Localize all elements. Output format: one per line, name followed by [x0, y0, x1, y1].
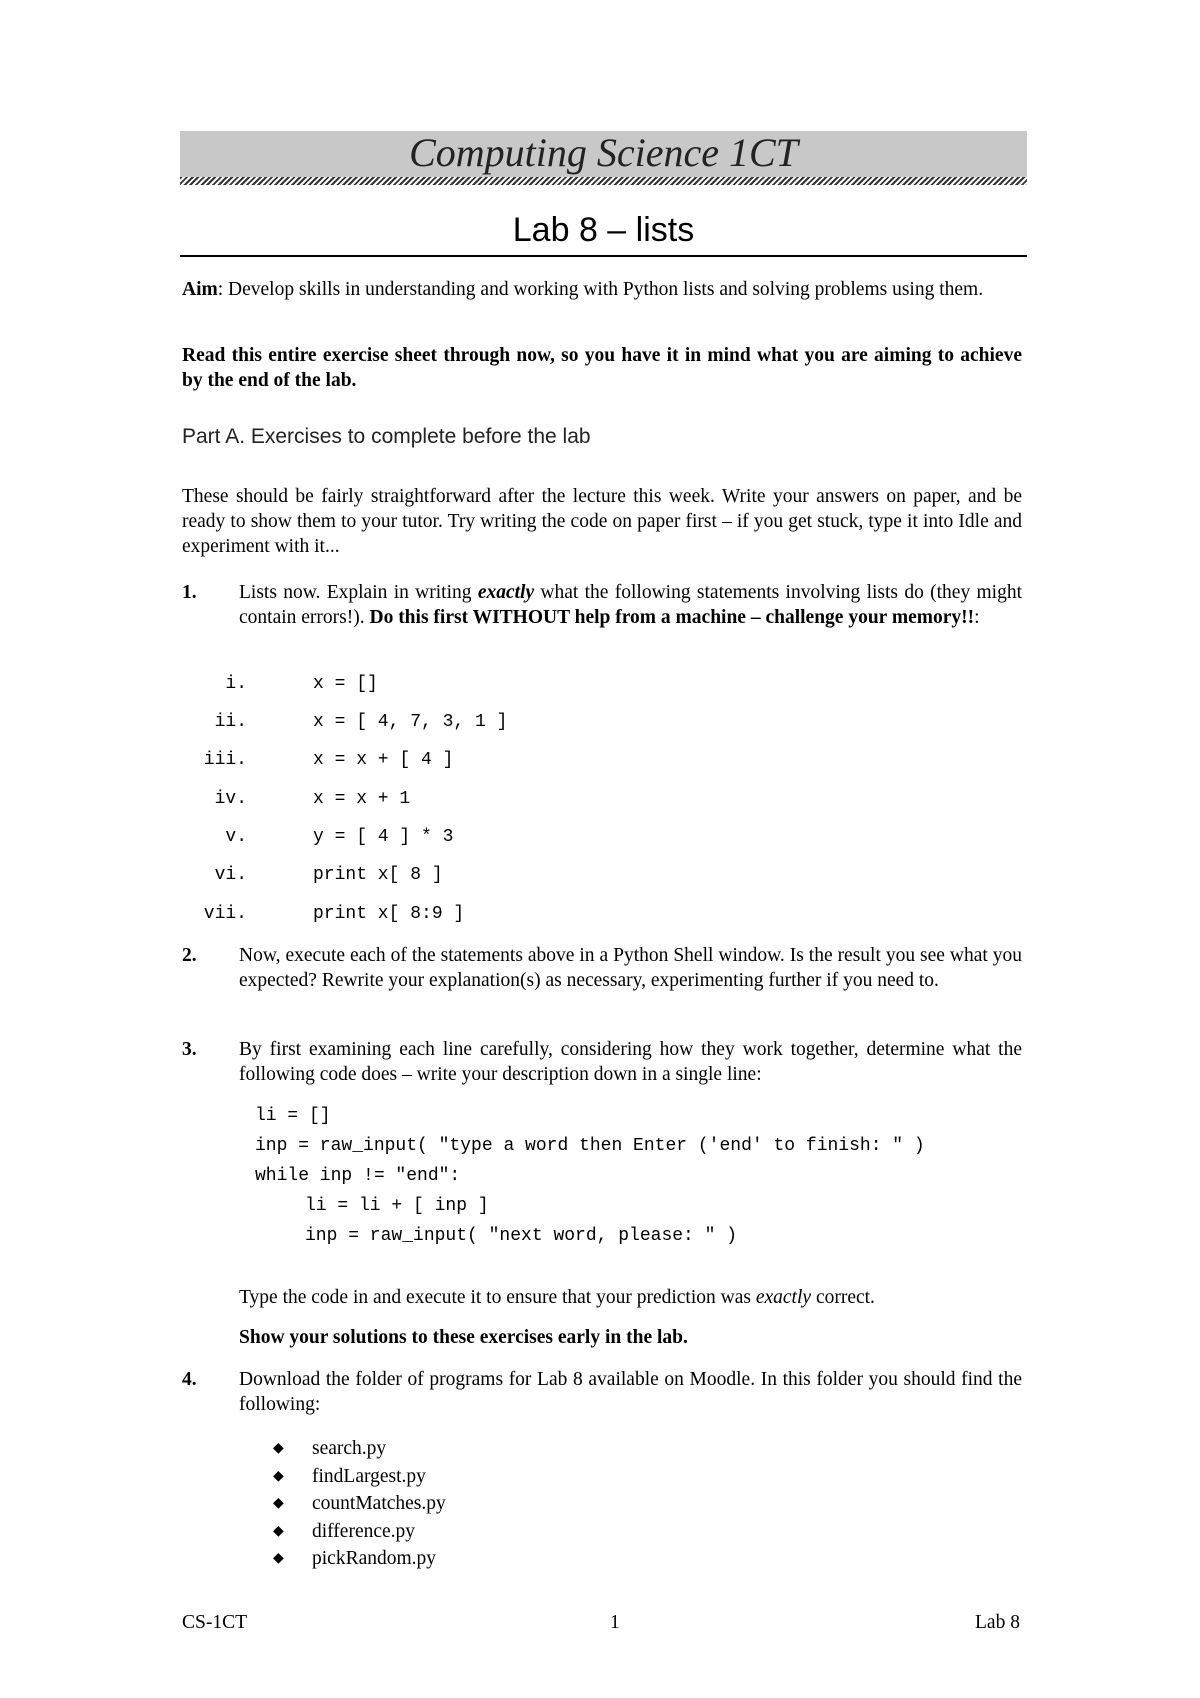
course-title: Computing Science 1CT [409, 130, 798, 175]
code-statement: x = x + [ 4 ] [313, 750, 454, 770]
show-solutions-note: Show your solutions to these exercises early in the lab. [239, 1327, 688, 1348]
lab-title: Lab 8 – lists [512, 211, 695, 249]
list-item [270, 1545, 446, 1573]
diamond-bullet-icon: ◆ [273, 1496, 284, 1511]
read-notice: Read this entire exercise sheet through now, so you have it in mind what you are aiming to achieve by the end of the lab. [182, 345, 1022, 391]
question-1-text [239, 580, 1022, 630]
code-line: while inp != "end": [255, 1166, 461, 1186]
title-rule [180, 255, 1027, 257]
diamond-bullet-icon: ◆ [273, 1468, 284, 1484]
question-3-text: By first examining each line carefully, considering how they work together, determine what the following code does – write your description down in a single line: [239, 1039, 1022, 1085]
aim-paragraph [182, 277, 1022, 302]
footer-left: CS-1CT [182, 1612, 248, 1633]
q1-text-part: what the following statements involving lists do (they might contain errors!). [239, 582, 1023, 628]
roman-numeral: i. [225, 674, 247, 694]
list-item [270, 1518, 446, 1546]
q3-emphasis: exactly [755, 1287, 812, 1308]
list-item [270, 1435, 446, 1463]
code-statement: x = [ 4, 7, 3, 1 ] [313, 712, 508, 732]
roman-numeral: iv. [214, 789, 247, 809]
question-1-number: 1. [182, 582, 197, 603]
roman-numeral: vi. [214, 865, 247, 885]
code-line: li = li + [ inp ] [305, 1196, 489, 1216]
roman-numeral: iii. [203, 750, 247, 770]
code-line: li = [] [255, 1106, 331, 1126]
aim-label: Aim [182, 279, 218, 300]
question-3-followup [239, 1285, 1022, 1310]
q1-text-part: : [974, 607, 980, 628]
diamond-bullet-icon: ◆ [273, 1523, 284, 1539]
list-item [270, 1490, 446, 1518]
banner-hatch-rule [180, 177, 1027, 185]
roman-numeral: v. [225, 827, 247, 847]
code-statement: y = [ 4 ] * 3 [313, 827, 454, 847]
aim-text: : Develop skills in understanding and working with Python lists and solving problems using them. [217, 279, 984, 300]
code-line: inp = raw_input( "type a word then Enter ('end' to finish: " ) [255, 1136, 925, 1156]
page-number: 1 [610, 1612, 620, 1633]
diamond-bullet-icon: ◆ [273, 1551, 284, 1566]
question-2-text: Now, execute each of the statements above in a Python Shell window. Is the result you see what you expected? Rewrite your explanation(s) as necessary, experimenting further if you need to. [239, 945, 1022, 991]
list-item [270, 1463, 446, 1491]
q3-followup-part: correct. [811, 1287, 875, 1308]
q1-text-part: Lists now. Explain in writing [239, 582, 478, 603]
question-4-number: 4. [182, 1369, 197, 1390]
question-4-text: Download the folder of programs for Lab 8 available on Moodle. In this folder you should find the following: [239, 1369, 1022, 1415]
question-2-number: 2. [182, 945, 197, 966]
q1-bold-instruction: Do this first WITHOUT help from a machine – challenge your memory!! [369, 607, 975, 628]
code-statement: x = x + 1 [313, 789, 411, 809]
code-statement: print x[ 8:9 ] [313, 904, 465, 924]
diamond-bullet-icon: ◆ [273, 1441, 284, 1456]
q3-followup-part: Type the code in and execute it to ensure that your prediction was [239, 1287, 756, 1308]
question-3-number: 3. [182, 1039, 197, 1060]
part-a-intro: These should be fairly straightforward after the lecture this week. Write your answers on paper, and be ready to show them to your tutor. Try writing the code on paper first – if you get stuck, type it into Idle and experiment with it... [182, 486, 1022, 557]
file-name: findLargest.py [312, 1465, 426, 1487]
q1-emphasis: exactly [477, 582, 535, 603]
file-name: pickRandom.py [312, 1548, 437, 1569]
code-statement: print x[ 8 ] [313, 865, 443, 885]
part-a-heading: Part A. Exercises to complete before the lab [182, 425, 591, 448]
file-name: difference.py [312, 1520, 416, 1542]
file-list [270, 1435, 446, 1573]
code-line: inp = raw_input( "next word, please: " ) [305, 1226, 738, 1246]
code-statement: x = [] [313, 674, 378, 694]
file-name: search.py [312, 1438, 387, 1459]
file-name: countMatches.py [312, 1493, 446, 1514]
roman-numeral: vii. [203, 904, 247, 924]
footer-right: Lab 8 [975, 1612, 1020, 1633]
roman-numeral: ii. [214, 712, 247, 732]
